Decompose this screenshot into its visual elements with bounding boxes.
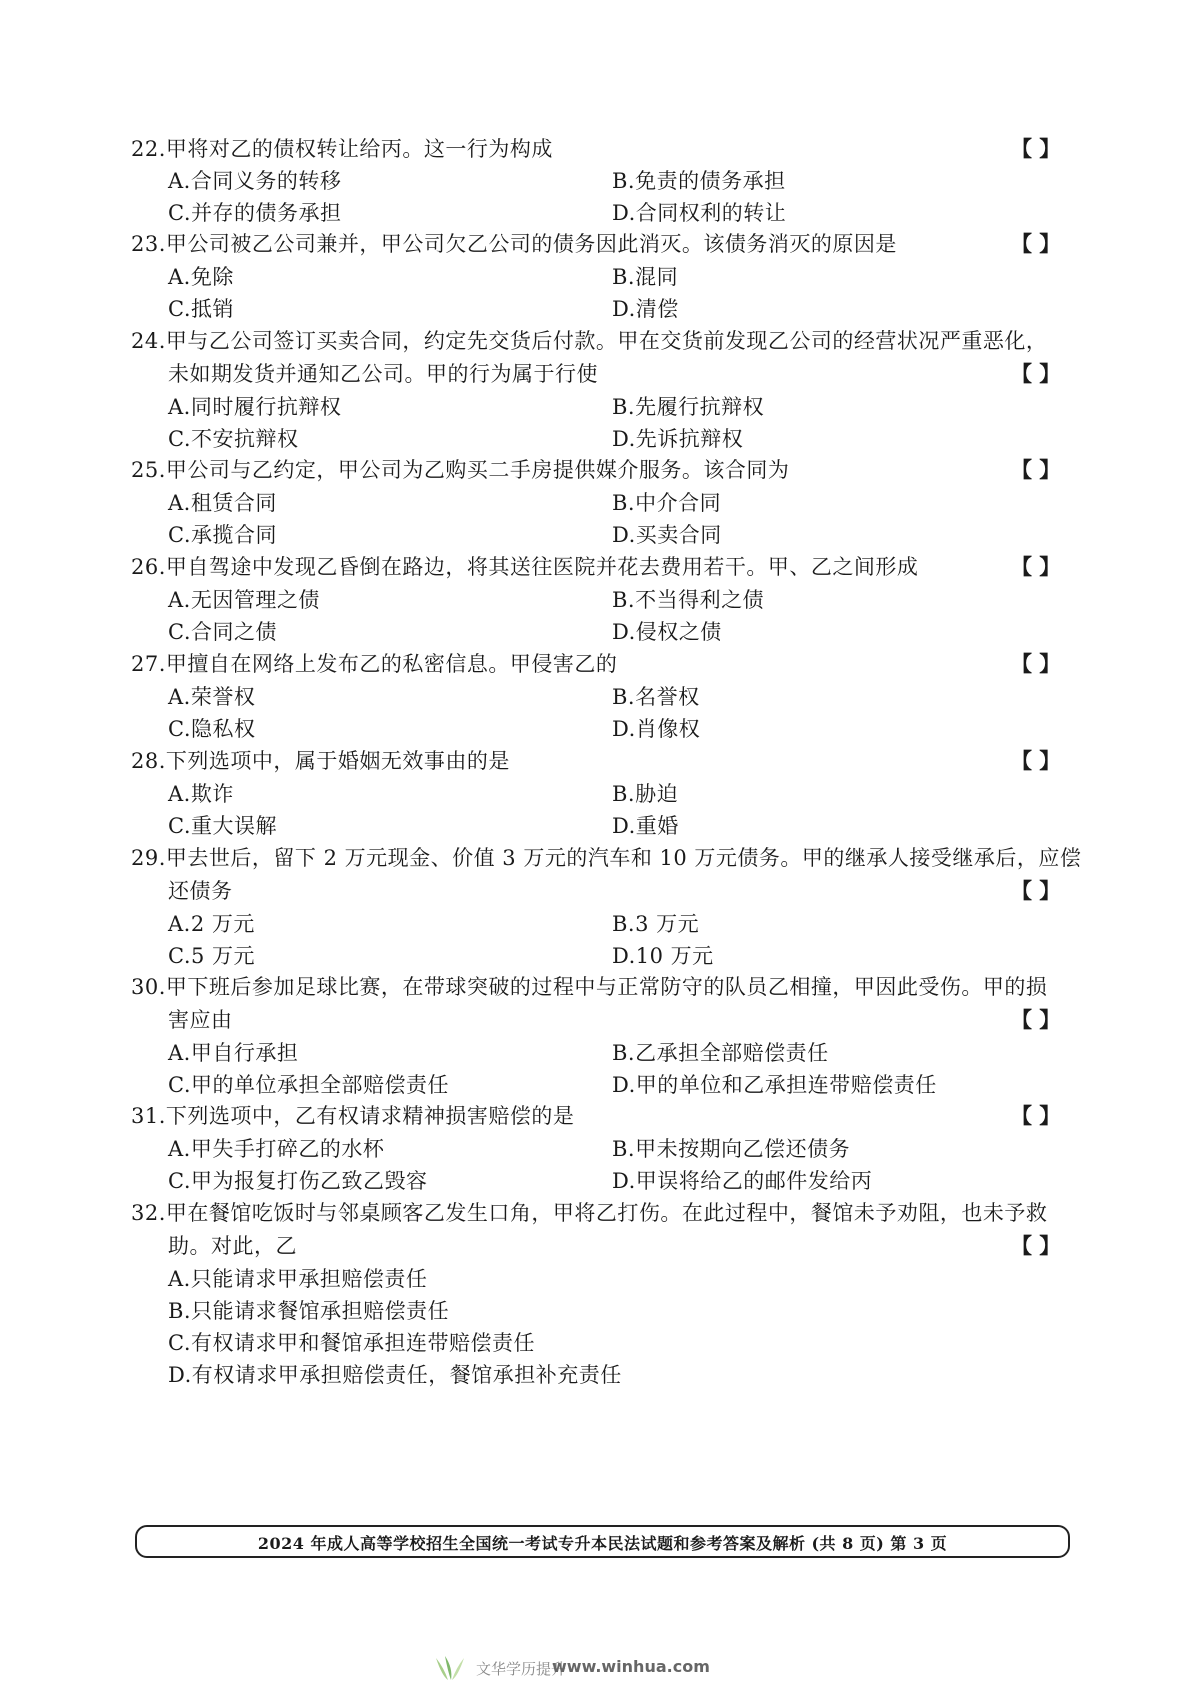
answer-bracket: 【 】 [1011, 1007, 1061, 1032]
answer-bracket: 【 】 [1011, 231, 1061, 256]
option-a: A.免除 [168, 265, 234, 289]
answer-bracket: 【 】 [1011, 554, 1061, 579]
question-stem: 28.下列选项中，属于婚姻无效事由的是 [131, 749, 510, 773]
answer-bracket: 【 】 [1011, 748, 1061, 773]
answer-bracket: 【 】 [1011, 457, 1061, 482]
option-c: C.隐私权 [168, 717, 256, 741]
answer-bracket: 【 】 [1011, 1103, 1061, 1128]
option-d: D.10 万元 [612, 944, 714, 968]
footer-page-number: 第 3 页 [890, 1534, 948, 1553]
option-c: C.并存的债务承担 [168, 201, 342, 225]
answer-bracket: 【 】 [1011, 1233, 1061, 1258]
option-c: C.甲为报复打伤乙致乙毁容 [168, 1169, 428, 1193]
option-a: A.同时履行抗辩权 [168, 395, 342, 419]
question-stem: 27.甲擅自在网络上发布乙的私密信息。甲侵害乙的 [131, 652, 618, 676]
option-b: B.免责的债务承担 [612, 169, 786, 193]
option-d: D.先诉抗辩权 [612, 427, 744, 451]
question-stem: 26.甲自驾途中发现乙昏倒在路边，将其送往医院并花去费用若干。甲、乙之间形成 [131, 555, 919, 579]
option-c: C.抵销 [168, 297, 234, 321]
option-d: D.清偿 [612, 297, 679, 321]
page-footer [135, 1525, 1070, 1558]
option-c: C.重大误解 [168, 814, 277, 838]
question-stem: 23.甲公司被乙公司兼并，甲公司欠乙公司的债务因此消灭。该债务消灭的原因是 [131, 232, 897, 256]
option-c: C.有权请求甲和餐馆承担连带赔偿责任 [168, 1331, 535, 1355]
option-d: D.重婚 [612, 814, 679, 838]
option-a: A.无因管理之债 [168, 588, 320, 612]
question-stem: 32.甲在餐馆吃饭时与邻桌顾客乙发生口角，甲将乙打伤。在此过程中，餐馆未予劝阻，也未予救 [131, 1201, 1048, 1225]
option-a: A.欺诈 [168, 782, 234, 806]
option-a: A.合同义务的转移 [168, 169, 342, 193]
option-b: B.不当得利之债 [612, 588, 765, 612]
option-a: A.甲失手打碎乙的水杯 [168, 1137, 385, 1161]
footer-total-pages: (共 8 页) [811, 1534, 885, 1553]
option-a: A.荣誉权 [168, 685, 256, 709]
option-c: C.承揽合同 [168, 523, 277, 547]
watermark-url[interactable]: www.winhua.com [552, 1657, 710, 1676]
option-c: C.甲的单位承担全部赔偿责任 [168, 1073, 449, 1097]
question-stem: 29.甲去世后，留下 2 万元现金、价值 3 万元的汽车和 10 万元债务。甲的继承人接受继承后，应偿 [131, 846, 1082, 870]
option-b: B.混同 [612, 265, 679, 289]
option-b: B.先履行抗辩权 [612, 395, 765, 419]
answer-bracket: 【 】 [1011, 651, 1061, 676]
answer-bracket: 【 】 [1011, 878, 1061, 903]
option-b: B.3 万元 [612, 912, 700, 936]
option-b: B.中介合同 [612, 491, 722, 515]
question-stem-continued: 助。对此，乙 [168, 1234, 297, 1258]
answer-bracket: 【 】 [1011, 361, 1061, 386]
option-d: D.合同权利的转让 [612, 201, 787, 225]
option-c: C.合同之债 [168, 620, 277, 644]
option-b: B.名誉权 [612, 685, 700, 709]
leaf-logo-icon [432, 1654, 468, 1684]
option-a: A.甲自行承担 [168, 1041, 299, 1065]
question-stem: 24.甲与乙公司签订买卖合同，约定先交货后付款。甲在交货前发现乙公司的经营状况严重恶化， [131, 329, 1048, 353]
question-stem-continued: 害应由 [168, 1008, 233, 1032]
option-b: B.乙承担全部赔偿责任 [612, 1041, 829, 1065]
answer-bracket: 【 】 [1011, 136, 1061, 161]
option-c: C.不安抗辩权 [168, 427, 299, 451]
option-d: D.甲的单位和乙承担连带赔偿责任 [612, 1073, 937, 1097]
option-b: B.甲未按期向乙偿还债务 [612, 1137, 851, 1161]
option-a: A.租赁合同 [168, 491, 277, 515]
question-stem-continued: 未如期发货并通知乙公司。甲的行为属于行使 [168, 362, 598, 386]
option-d: D.买卖合同 [612, 523, 722, 547]
footer-text [137, 1531, 1068, 1554]
option-d: D.甲误将给乙的邮件发给丙 [612, 1169, 873, 1193]
option-c: C.5 万元 [168, 944, 256, 968]
option-b: B.只能请求餐馆承担赔偿责任 [168, 1299, 450, 1323]
question-stem: 31.下列选项中，乙有权请求精神损害赔偿的是 [131, 1104, 575, 1128]
option-a: A.2 万元 [168, 912, 255, 936]
question-stem: 30.甲下班后参加足球比赛，在带球突破的过程中与正常防守的队员乙相撞，甲因此受伤。甲的损 [131, 975, 1048, 999]
footer-title: 2024 年成人高等学校招生全国统一考试专升本民法试题和参考答案及解析 [257, 1534, 806, 1553]
option-d: D.肖像权 [612, 717, 701, 741]
option-d: D.侵权之债 [612, 620, 722, 644]
watermark-name: 文华学历提升 [476, 1660, 567, 1678]
option-d: D.有权请求甲承担赔偿责任，餐馆承担补充责任 [168, 1363, 622, 1387]
question-stem: 25.甲公司与乙约定，甲公司为乙购买二手房提供媒介服务。该合同为 [131, 458, 790, 482]
question-stem-continued: 还债务 [168, 879, 233, 903]
question-stem: 22.甲将对乙的债权转让给丙。这一行为构成 [131, 137, 553, 161]
option-a: A.只能请求甲承担赔偿责任 [168, 1267, 428, 1291]
option-b: B.胁迫 [612, 782, 679, 806]
